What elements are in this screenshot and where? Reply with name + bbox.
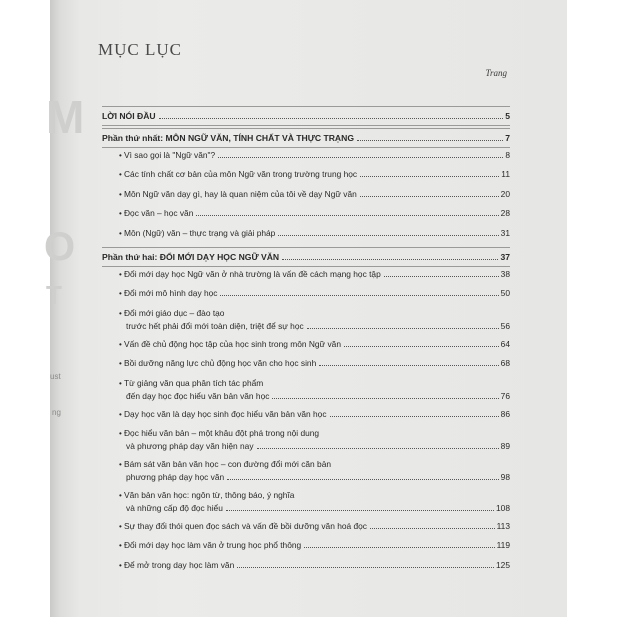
bullet-icon: • xyxy=(119,189,122,199)
toc-entry xyxy=(102,267,510,286)
toc-part-heading xyxy=(102,247,510,267)
toc-entry xyxy=(102,148,510,167)
toc-entry-title: Các tính chất cơ bản của môn Ngữ văn trong trường trung học xyxy=(124,169,358,180)
toc-page-number: 64 xyxy=(500,338,510,349)
toc-entry-title: Văn bản văn học: ngôn từ, thông báo, ý nghĩa xyxy=(124,489,295,500)
toc-entry-title: Đọc hiểu văn bản – một khâu đột phá trong nội dung xyxy=(124,427,320,438)
toc-entry-title: Từ giảng văn qua phân tích tác phẩm xyxy=(124,377,264,388)
toc-entry xyxy=(102,206,510,225)
toc-entry xyxy=(102,187,510,206)
bullet-icon: • xyxy=(119,170,122,180)
toc-entry xyxy=(102,538,510,557)
toc-entry xyxy=(102,337,510,356)
dot-leader xyxy=(304,547,494,548)
toc-page-number: 119 xyxy=(496,540,510,551)
toc-page-number: 98 xyxy=(500,471,510,482)
bullet-icon: • xyxy=(119,308,122,318)
bleed-through-letter-o: O xyxy=(44,225,76,269)
bullet-icon: • xyxy=(119,151,122,160)
toc-page-number: 7 xyxy=(505,133,510,143)
toc-entry-title-continued: đến dạy học đọc hiểu văn bản văn học xyxy=(126,390,270,401)
toc-entry-title: Vấn đề chủ động học tập của học sinh trong môn Ngữ văn xyxy=(124,338,341,349)
dot-leader xyxy=(330,416,499,417)
toc-entry-title: Sự thay đổi thói quen đọc sách và vấn đề bồi dưỡng văn hoá đọc xyxy=(124,520,367,531)
toc-entry xyxy=(102,226,510,245)
bullet-icon: • xyxy=(119,459,122,469)
toc-entry-title: Môn Ngữ văn dạy gì, hay là quan niệm của tôi về dạy Ngữ văn xyxy=(124,188,357,199)
bullet-icon: • xyxy=(119,209,122,219)
toc-entry xyxy=(102,167,510,186)
toc-entry-title: Đọc văn – học văn xyxy=(124,208,194,219)
bullet-icon: • xyxy=(119,378,122,388)
dot-leader xyxy=(384,276,499,277)
toc-entry-title: Để mở trong dạy học làm văn xyxy=(124,559,235,570)
table-of-contents xyxy=(102,104,510,577)
page-column-label: Trang xyxy=(485,68,507,78)
toc-page-number: 8 xyxy=(505,150,510,160)
bullet-icon: • xyxy=(119,228,122,238)
dot-leader xyxy=(272,398,498,399)
toc-page-number: 86 xyxy=(500,408,510,419)
dot-leader xyxy=(370,528,495,529)
toc-entry-title: Bám sát văn bản văn học – con đường đổi mới căn bản xyxy=(124,458,332,469)
toc-entry-title-continued: và phương pháp dạy văn hiện nay xyxy=(126,440,254,451)
dot-leader xyxy=(257,448,499,449)
dot-leader xyxy=(227,479,498,480)
toc-entry-title-continued: và những cấp độ đọc hiểu xyxy=(126,502,223,513)
toc-page-number: 28 xyxy=(500,208,510,219)
bullet-icon: • xyxy=(119,339,122,349)
dot-leader xyxy=(220,295,498,296)
toc-entry-title-continued: trước hết phải đổi mới toàn diện, triệt để sự học xyxy=(126,320,304,331)
toc-page-number: 89 xyxy=(500,440,510,451)
toc-entry xyxy=(102,457,510,488)
toc-entry-title: Dạy học văn là dạy học sinh đọc hiểu văn bản văn học xyxy=(124,408,327,419)
toc-entry xyxy=(102,407,510,426)
bullet-icon: • xyxy=(119,428,122,438)
toc-part-heading xyxy=(102,128,510,148)
toc-page-number: 56 xyxy=(500,320,510,331)
toc-entry xyxy=(102,426,510,457)
toc-page-number: 37 xyxy=(500,251,510,262)
toc-entry xyxy=(102,286,510,305)
toc-entry-title-continued: phương pháp dạy học văn xyxy=(126,471,225,482)
bleed-through-letter-t: T xyxy=(46,280,62,310)
toc-page-number: 76 xyxy=(500,390,510,401)
toc-page-number: 113 xyxy=(496,520,510,531)
toc-page-number: 38 xyxy=(500,268,510,279)
toc-entry-title: Vì sao gọi là "Ngữ văn"? xyxy=(124,150,216,160)
dot-leader xyxy=(278,235,498,236)
dot-leader xyxy=(282,259,498,260)
toc-part-title: Phần thứ hai: ĐỔI MỚI DẠY HỌC NGỮ VĂN xyxy=(102,251,280,262)
dot-leader xyxy=(319,365,498,366)
toc-page-number: 68 xyxy=(500,358,510,369)
side-note-2: ng xyxy=(52,408,61,417)
toc-entry xyxy=(102,488,510,519)
toc-page-number: 125 xyxy=(496,559,510,570)
toc-entry xyxy=(102,519,510,538)
dot-leader xyxy=(344,346,499,347)
side-note-1: ust xyxy=(50,372,61,381)
toc-entry-title: Đổi mới dạy học Ngữ văn ở nhà trường là vấn đề cách mạng học tập xyxy=(124,268,381,279)
page-title: MỤC LỤC xyxy=(98,40,182,59)
toc-entry-title: Đổi mới dạy học làm văn ở trung học phổ thông xyxy=(124,540,302,551)
toc-page-number: 11 xyxy=(501,169,510,180)
dot-leader xyxy=(360,176,499,177)
dot-leader xyxy=(159,118,504,119)
toc-page-number: 108 xyxy=(496,502,510,513)
toc-part-title: LỜI NÓI ĐẦU xyxy=(102,111,156,121)
dot-leader xyxy=(237,567,494,568)
dot-leader xyxy=(307,328,499,329)
toc-entry xyxy=(102,558,510,577)
dot-leader xyxy=(196,215,498,216)
toc-entry xyxy=(102,356,510,375)
toc-entry xyxy=(102,376,510,407)
toc-page-number: 20 xyxy=(500,188,510,199)
bleed-through-letter-m: M xyxy=(46,91,85,143)
bullet-icon: • xyxy=(119,490,122,500)
dot-leader xyxy=(360,196,499,197)
dot-leader xyxy=(357,140,503,141)
toc-part-heading xyxy=(102,106,510,126)
toc-entry-title: Đổi mới mô hình dạy học xyxy=(124,288,218,299)
bullet-icon: • xyxy=(119,289,122,299)
toc-page-number: 5 xyxy=(505,111,510,121)
bullet-icon: • xyxy=(119,409,122,419)
toc-entry-title: Môn (Ngữ) văn – thực trạng và giải pháp xyxy=(124,227,276,238)
dot-leader xyxy=(218,157,503,158)
bullet-icon: • xyxy=(119,560,122,570)
dot-leader xyxy=(226,510,494,511)
book-page xyxy=(44,0,567,617)
bullet-icon: • xyxy=(119,521,122,531)
bullet-icon: • xyxy=(119,269,122,279)
bullet-icon: • xyxy=(119,541,122,551)
toc-entry xyxy=(102,306,510,337)
bullet-icon: • xyxy=(119,359,122,369)
toc-entry-title: Đổi mới giáo dục – đào tạo xyxy=(124,307,225,318)
toc-part-title: Phần thứ nhất: MÔN NGỮ VĂN, TÍNH CHẤT VÀ THỰC TRẠNG xyxy=(102,133,355,143)
toc-page-number: 50 xyxy=(500,288,510,299)
toc-entry-title: Bồi dưỡng năng lực chủ động học văn cho học sinh xyxy=(124,358,317,369)
toc-page-number: 31 xyxy=(500,227,510,238)
